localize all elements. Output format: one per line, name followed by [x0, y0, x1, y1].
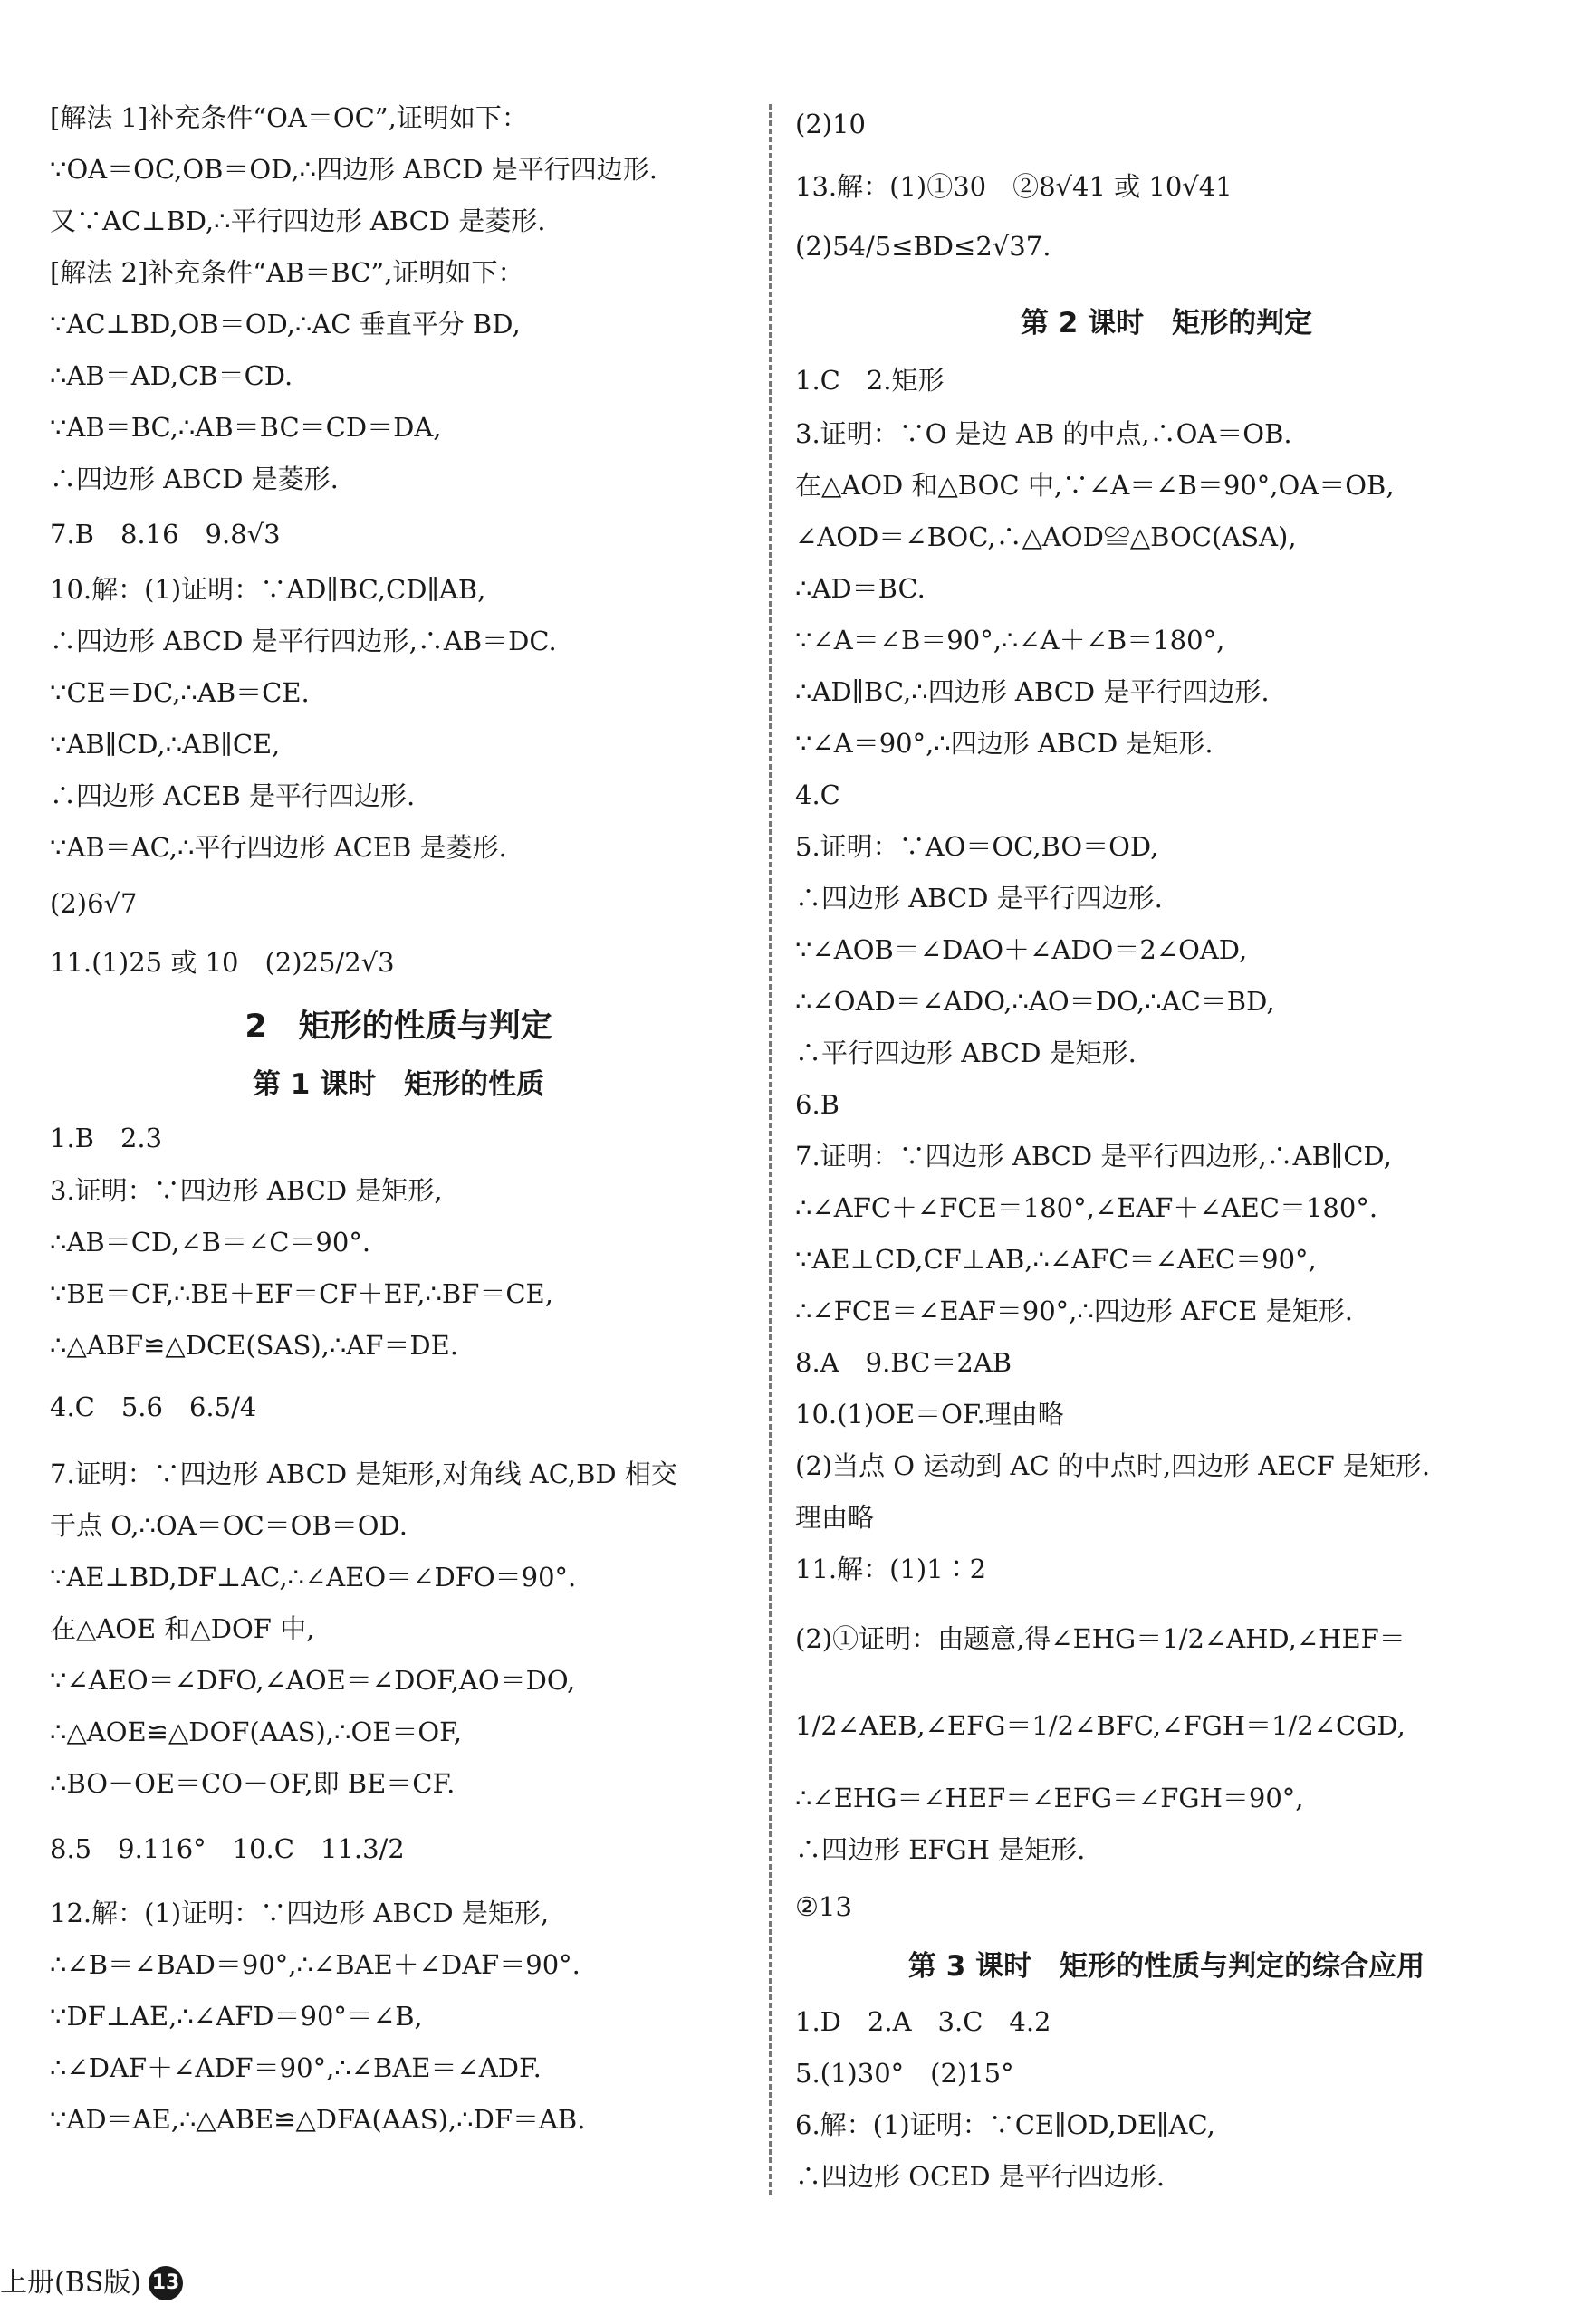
text-line: ∵AB＝AC,∴平行四边形 ACEB 是菱形.	[50, 832, 507, 863]
text-line: 在△AOD 和△BOC 中,∵∠A＝∠B＝90°,OA＝OB,	[795, 470, 1395, 501]
answer-line: ②13	[795, 1891, 852, 1922]
text-line: ∵AB＝BC,∴AB＝BC＝CD＝DA,	[50, 412, 442, 443]
answer-line: 4.C	[795, 779, 840, 810]
text-line: ∴平行四边形 ABCD 是矩形.	[795, 1038, 1137, 1068]
text-line: ∴△AOE≌△DOF(AAS),∴OE＝OF,	[50, 1717, 462, 1747]
text-line: ∵OA＝OC,OB＝OD,∴四边形 ABCD 是平行四边形.	[50, 154, 657, 185]
text-line: ∴∠DAF＋∠ADF＝90°,∴∠BAE＝∠ADF.	[50, 2052, 542, 2083]
text-line: [解法 1]补充条件“OA＝OC”,证明如下：	[50, 102, 528, 133]
text-line: 理由略	[795, 1502, 875, 1533]
text-line: ∵∠A＝90°,∴四边形 ABCD 是矩形.	[795, 728, 1214, 759]
text-line: (2)①证明：由题意,得∠EHG＝1/2∠AHD,∠HEF＝	[795, 1623, 1406, 1654]
text-line: 3.证明：∵四边形 ABCD 是矩形,	[50, 1175, 443, 1206]
text-line: 6.解：(1)证明：∵CE∥OD,DE∥AC,	[795, 2109, 1215, 2140]
answer-line: 8.5 9.116° 10.C 11.3/2	[50, 1833, 405, 1864]
text-line: 又∵AC⊥BD,∴平行四边形 ABCD 是菱形.	[50, 206, 546, 236]
answer-line: 13.解：(1)①30 ②8√41 或 10√41	[795, 171, 1233, 202]
text-line: 在△AOE 和△DOF 中,	[50, 1613, 315, 1644]
answer-line: 6.B	[795, 1089, 839, 1120]
answer-line: 11.(1)25 或 10 (2)25/2√3	[50, 947, 395, 978]
text-line: ∵CE＝DC,∴AB＝CE.	[50, 677, 310, 708]
text-line: (2)当点 O 运动到 AC 的中点时,四边形 AECF 是矩形.	[795, 1450, 1431, 1481]
text-line: ∴四边形 EFGH 是矩形.	[795, 1834, 1086, 1865]
text-line: ∴四边形 ACEB 是平行四边形.	[50, 780, 416, 811]
text-line: ∴四边形 ABCD 是平行四边形.	[795, 883, 1163, 913]
text-line: ∴四边形 ABCD 是菱形.	[50, 464, 339, 494]
text-line: ∵∠AOB＝∠DAO＋∠ADO＝2∠OAD,	[795, 934, 1248, 965]
lesson-heading: 第 1 课时 矩形的性质	[252, 1068, 545, 1101]
text-line: ∵AE⊥BD,DF⊥AC,∴∠AEO＝∠DFO＝90°.	[50, 1562, 577, 1592]
answer-line: 1.D 2.A 3.C 4.2	[795, 2006, 1051, 2037]
answer-line: (2)6√7	[50, 888, 138, 919]
section-heading: 2 矩形的性质与判定	[245, 1009, 552, 1045]
answer-line: 7.B 8.16 9.8√3	[50, 519, 281, 550]
text-line: [解法 2]补充条件“AB＝BC”,证明如下：	[50, 257, 524, 288]
text-line: 10.(1)OE＝OF.理由略	[795, 1399, 1064, 1430]
text-line: 10.解：(1)证明：∵AD∥BC,CD∥AB,	[50, 574, 486, 605]
page-footer	[0, 2263, 183, 2303]
answer-line: 5.(1)30° (2)15°	[795, 2058, 1014, 2089]
text-line: ∴△ABF≌△DCE(SAS),∴AF＝DE.	[50, 1330, 459, 1361]
text-line: ∵BE＝CF,∴BE＋EF＝CF＋EF,∴BF＝CE,	[50, 1278, 553, 1309]
text-line: ∠AOD＝∠BOC,∴△AOD≌△BOC(ASA),	[795, 521, 1297, 552]
text-line: ∴AB＝CD,∠B＝∠C＝90°.	[50, 1227, 371, 1258]
text-line: ∴四边形 ABCD 是平行四边形,∴AB＝DC.	[50, 626, 557, 656]
answer-line: 8.A 9.BC＝2AB	[795, 1347, 1012, 1378]
text-line: 1/2∠AEB,∠EFG＝1/2∠BFC,∠FGH＝1/2∠CGD,	[795, 1710, 1406, 1741]
text-line: ∴∠AFC＋∠FCE＝180°,∠EAF＋∠AEC＝180°.	[795, 1192, 1378, 1223]
text-line: ∵AC⊥BD,OB＝OD,∴AC 垂直平分 BD,	[50, 309, 521, 340]
text-line: ∵∠AEO＝∠DFO,∠AOE＝∠DOF,AO＝DO,	[50, 1665, 576, 1696]
text-line: 11.解：(1)1∶2	[795, 1554, 987, 1584]
text-line: 7.证明：∵四边形 ABCD 是平行四边形,∴AB∥CD,	[795, 1141, 1392, 1172]
text-line: ∵DF⊥AE,∴∠AFD＝90°＝∠B,	[50, 2001, 423, 2032]
text-line: ∴AD∥BC,∴四边形 ABCD 是平行四边形.	[795, 676, 1270, 707]
text-line: ∴∠B＝∠BAD＝90°,∴∠BAE＋∠DAF＝90°.	[50, 1949, 580, 1980]
text-line: ∵AD＝AE,∴△ABE≌△DFA(AAS),∴DF＝AB.	[50, 2104, 586, 2135]
text-line: ∵AE⊥CD,CF⊥AB,∴∠AFC＝∠AEC＝90°,	[795, 1244, 1317, 1275]
lesson-heading: 第 3 课时 矩形的性质与判定的综合应用	[907, 1950, 1425, 1983]
answer-line: 1.B 2.3	[50, 1123, 163, 1153]
lesson-heading: 第 2 课时 矩形的判定	[1020, 307, 1313, 340]
column-divider	[769, 104, 772, 2195]
text-line: 3.证明：∵O 是边 AB 的中点,∴OA＝OB.	[795, 418, 1292, 449]
text-line: ∵AB∥CD,∴AB∥CE,	[50, 729, 281, 760]
text-line: ∴BO－OE＝CO－OF,即 BE＝CF.	[50, 1768, 456, 1799]
answer-line: (2)10	[795, 109, 866, 139]
text-line: ∴∠EHG＝∠HEF＝∠EFG＝∠FGH＝90°,	[795, 1783, 1304, 1813]
answer-line: (2)54/5≤BD≤2√37.	[795, 231, 1051, 262]
text-line: ∴四边形 OCED 是平行四边形.	[795, 2161, 1166, 2192]
text-line: ∴∠OAD＝∠ADO,∴AO＝DO,∴AC＝BD,	[795, 986, 1275, 1017]
text-line: ∵∠A＝∠B＝90°,∴∠A＋∠B＝180°,	[795, 625, 1225, 655]
book-edition-label: 上册(BS版)	[0, 2267, 142, 2299]
text-line: ∴∠FCE＝∠EAF＝90°,∴四边形 AFCE 是矩形.	[795, 1296, 1353, 1326]
text-line: 7.证明：∵四边形 ABCD 是矩形,对角线 AC,BD 相交	[50, 1458, 677, 1489]
page-number-badge: 13	[149, 2266, 183, 2300]
answer-line: 4.C 5.6 6.5/4	[50, 1392, 257, 1422]
text-line: ∴AB＝AD,CB＝CD.	[50, 360, 293, 391]
text-line: 12.解：(1)证明：∵四边形 ABCD 是矩形,	[50, 1898, 550, 1928]
text-line: ∴AD＝BC.	[795, 573, 926, 604]
text-line: 5.证明：∵AO＝OC,BO＝OD,	[795, 831, 1159, 862]
text-line: 于点 O,∴OA＝OC＝OB＝OD.	[50, 1510, 408, 1541]
answer-line: 1.C 2.矩形	[795, 365, 945, 396]
